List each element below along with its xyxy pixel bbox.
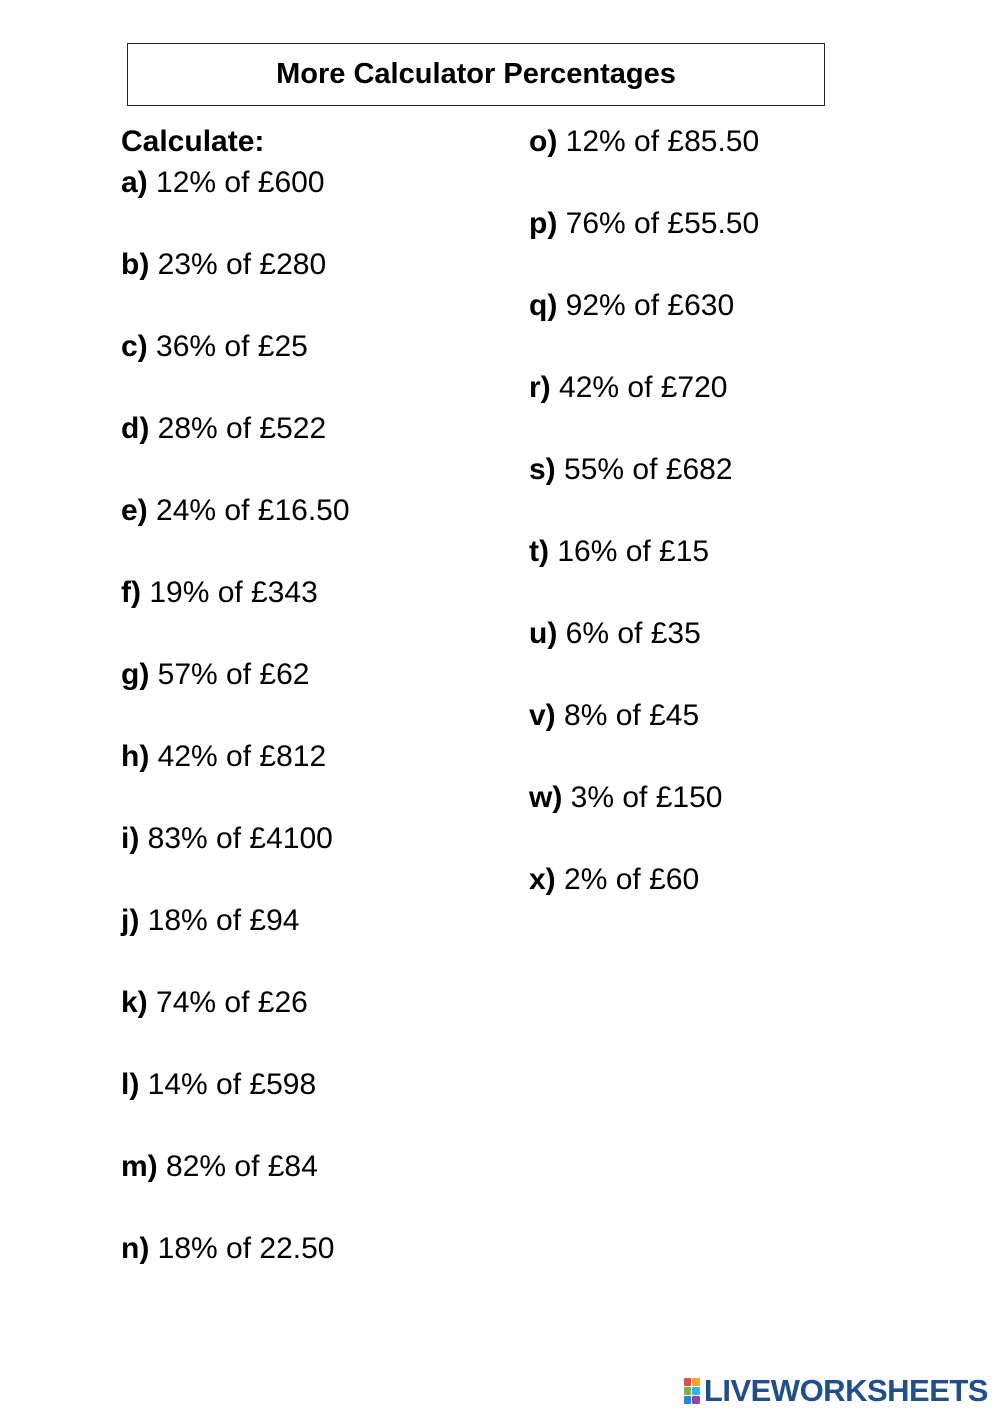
logo-square	[692, 1378, 700, 1386]
question-item	[529, 534, 759, 616]
question-text: 28% of £522	[157, 412, 327, 445]
question-item	[529, 206, 759, 288]
question-item	[529, 698, 759, 780]
question-text: 57% of £62	[157, 658, 310, 691]
question-letter: h)	[121, 740, 150, 773]
calculate-heading: Calculate:	[121, 125, 265, 158]
question-letter: t)	[529, 535, 549, 568]
question-letter: s)	[529, 453, 556, 486]
question-letter: a)	[121, 166, 148, 199]
question-text: 14% of £598	[147, 1068, 317, 1101]
question-item	[121, 1067, 350, 1149]
question-letter: g)	[121, 658, 150, 691]
question-item	[121, 985, 350, 1067]
liveworksheets-logo	[684, 1373, 988, 1409]
question-item	[529, 370, 759, 452]
question-text: 92% of £630	[565, 289, 735, 322]
question-item	[121, 821, 350, 903]
question-text: 55% of £682	[564, 453, 733, 486]
question-letter: q)	[529, 289, 558, 322]
liveworksheets-logo-icon	[684, 1378, 700, 1404]
question-item	[529, 288, 759, 370]
question-text: 19% of £343	[149, 576, 318, 609]
right-question-list	[529, 124, 759, 944]
question-text: 8% of £45	[564, 699, 700, 732]
question-letter: i)	[121, 822, 140, 855]
question-item	[121, 411, 350, 493]
logo-square	[684, 1396, 692, 1404]
question-letter: o)	[529, 125, 558, 158]
question-item	[121, 493, 350, 575]
logo-square	[692, 1387, 700, 1395]
question-item	[121, 739, 350, 821]
logo-square	[684, 1387, 692, 1395]
question-item	[121, 1149, 350, 1231]
question-letter: r)	[529, 371, 551, 404]
question-item	[121, 1231, 350, 1313]
question-item	[121, 575, 350, 657]
question-text: 74% of £26	[156, 986, 308, 1019]
question-text: 2% of £60	[564, 863, 700, 896]
question-text: 42% of £812	[157, 740, 327, 773]
question-text: 82% of £84	[166, 1150, 318, 1183]
question-text: 12% of £600	[156, 166, 325, 199]
question-text: 23% of £280	[157, 248, 327, 281]
question-item	[529, 124, 759, 206]
question-text: 6% of £35	[565, 617, 701, 650]
question-letter: x)	[529, 863, 556, 896]
question-item	[121, 165, 350, 247]
question-letter: w)	[529, 781, 563, 814]
question-letter: j)	[121, 904, 140, 937]
question-item	[529, 452, 759, 534]
question-item	[121, 903, 350, 985]
question-letter: k)	[121, 986, 148, 1019]
question-letter: e)	[121, 494, 148, 527]
question-item	[529, 616, 759, 698]
question-text: 42% of £720	[559, 371, 728, 404]
question-item	[529, 780, 759, 862]
question-letter: n)	[121, 1232, 150, 1265]
logo-square	[684, 1378, 692, 1386]
title-box	[127, 43, 825, 106]
question-text: 76% of £55.50	[565, 207, 760, 240]
question-letter: d)	[121, 412, 150, 445]
logo-square	[692, 1396, 700, 1404]
question-letter: l)	[121, 1068, 140, 1101]
question-text: 18% of 22.50	[157, 1232, 335, 1265]
logo-text: LIVEWORKSHEETS	[703, 1373, 988, 1408]
question-text: 16% of £15	[557, 535, 710, 568]
question-text: 3% of £150	[570, 781, 723, 814]
question-text: 36% of £25	[156, 330, 308, 363]
question-text: 83% of £4100	[147, 822, 333, 855]
question-text: 18% of £94	[147, 904, 300, 937]
question-text: 12% of £85.50	[565, 125, 760, 158]
worksheet-title: More Calculator Percentages	[276, 58, 676, 90]
question-letter: v)	[529, 699, 556, 732]
question-text: 24% of £16.50	[156, 494, 350, 527]
question-letter: p)	[529, 207, 558, 240]
question-letter: m)	[121, 1150, 158, 1183]
question-letter: b)	[121, 248, 150, 281]
question-letter: c)	[121, 330, 148, 363]
question-letter: f)	[121, 576, 141, 609]
question-item	[121, 329, 350, 411]
left-question-list	[121, 165, 350, 1313]
question-item	[529, 862, 759, 944]
question-item	[121, 657, 350, 739]
question-item	[121, 247, 350, 329]
question-letter: u)	[529, 617, 558, 650]
